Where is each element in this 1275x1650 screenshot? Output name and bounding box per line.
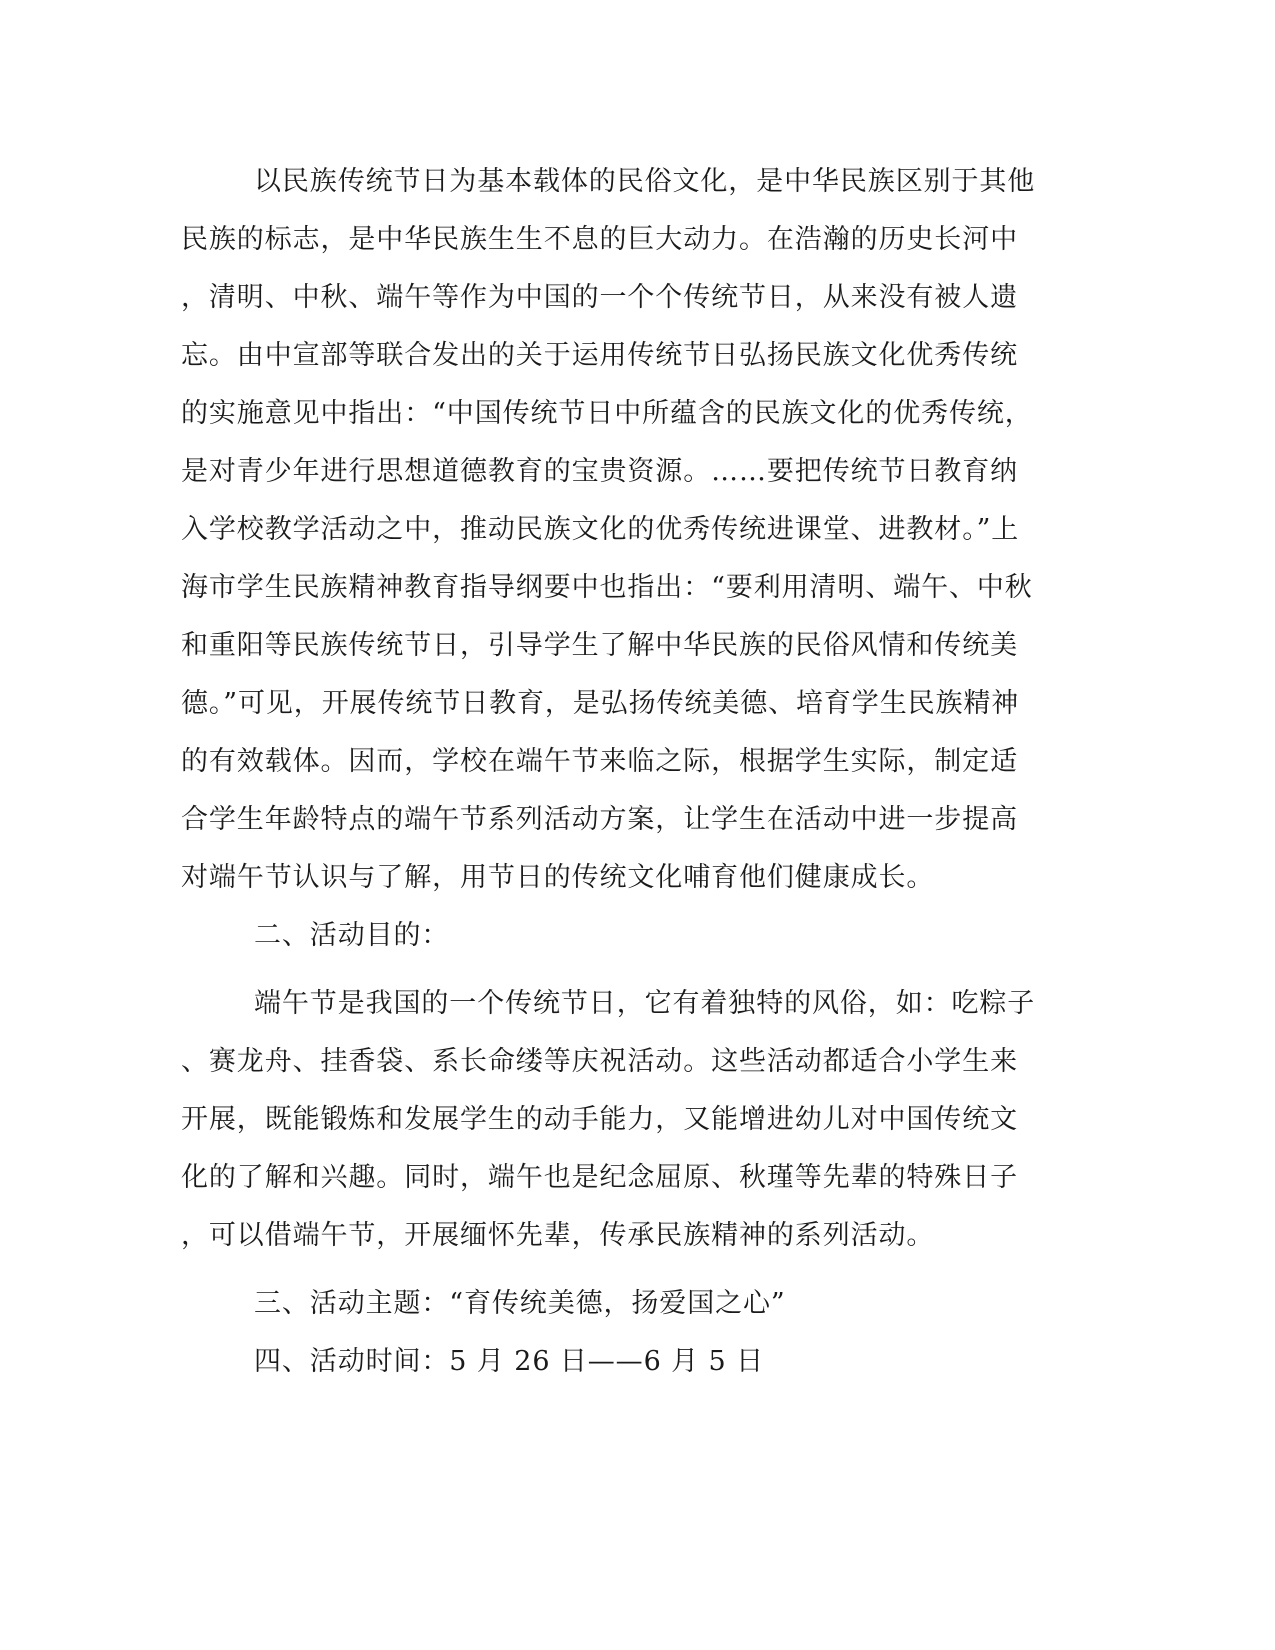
paragraph-1-line-11: 的有效载体。因而，学校在端午节来临之际，根据学生实际，制定适 [181,746,1018,777]
paragraph-1-line-2: 民族的标志，是中华民族生生不息的巨大动力。在浩瀚的历史长河中 [181,224,1018,255]
paragraph-1-line-4: 忘。由中宣部等联合发出的关于运用传统节日弘扬民族文化优秀传统 [181,340,1018,371]
paragraph-1-line-7: 入学校教学活动之中，推动民族文化的优秀传统进课堂、进教材。”上 [181,514,1020,545]
paragraph-1-line-5: 的实施意见中指出：“中国传统节日中所蕴含的民族文化的优秀传统， [181,398,1033,429]
paragraph-2-line-5: ，可以借端午节，开展缅怀先辈，传承民族精神的系列活动。 [181,1220,935,1251]
paragraph-1-line-12: 合学生年龄特点的端午节系列活动方案，让学生在活动中进一步提高 [181,804,1018,835]
section-heading-time: 四、活动时间：5 月 26 日——6 月 5 日 [254,1346,764,1377]
paragraph-2-line-2: 、赛龙舟、挂香袋、系长命缕等庆祝活动。这些活动都适合小学生来 [181,1046,1018,1077]
paragraph-2-line-1: 端午节是我国的一个传统节日，它有着独特的风俗，如：吃粽子 [254,988,1036,1019]
paragraph-1-line-3: ，清明、中秋、端午等作为中国的一个个传统节日，从来没有被人遗 [181,282,1018,313]
section-heading-objectives: 二、活动目的： [254,920,450,951]
paragraph-2-line-3: 开展，既能锻炼和发展学生的动手能力，又能增进幼儿对中国传统文 [181,1104,1018,1135]
section-heading-theme: 三、活动主题：“育传统美德，扬爱国之心” [254,1288,786,1319]
paragraph-1-line-1: 以民族传统节日为基本载体的民俗文化，是中华民族区别于其他 [254,166,1036,197]
paragraph-1-line-8: 海市学生民族精神教育指导纲要中也指出：“要利用清明、端午、中秋 [181,572,1033,603]
paragraph-2-line-4: 化的了解和兴趣。同时，端午也是纪念屈原、秋瑾等先辈的特殊日子 [181,1162,1018,1193]
paragraph-1-line-6: 是对青少年进行思想道德教育的宝贵资源。……要把传统节日教育纳 [181,456,1018,487]
paragraph-1-line-10: 德。”可见，开展传统节日教育，是弘扬传统美德、培育学生民族精神 [181,688,1020,719]
paragraph-1-line-13: 对端午节认识与了解，用节日的传统文化哺育他们健康成长。 [181,862,935,893]
paragraph-1-line-9: 和重阳等民族传统节日，引导学生了解中华民族的民俗风情和传统美 [181,630,1018,661]
